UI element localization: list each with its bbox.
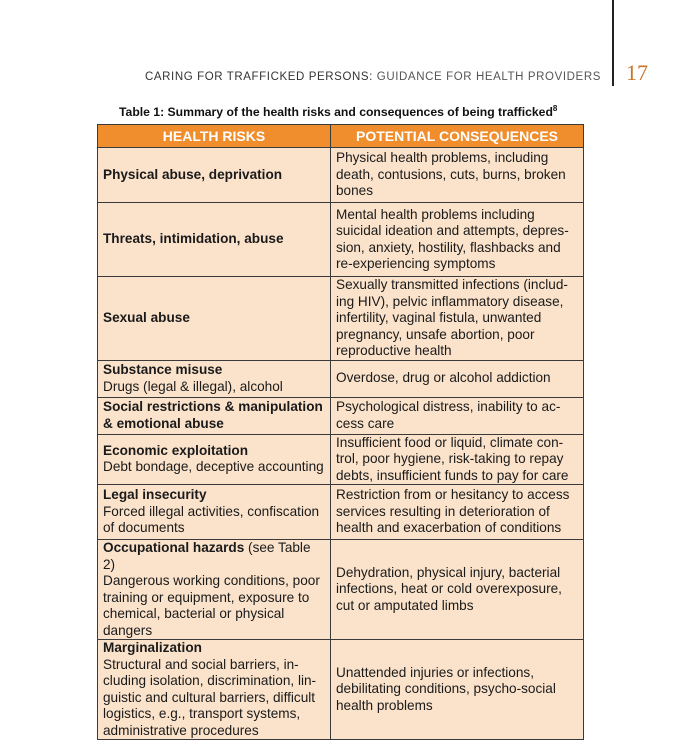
table-row — [98, 640, 584, 740]
table-row — [98, 540, 584, 640]
running-title-sub: GUIDANCE FOR HEALTH PROVIDERS — [376, 71, 601, 83]
table-row — [98, 277, 584, 361]
health-risk-title: Sexual abuse — [103, 310, 190, 325]
column-header-potential-consequences: POTENTIAL CONSEQUENCES — [331, 125, 584, 148]
table-caption — [119, 104, 557, 119]
health-risks-table — [97, 124, 584, 740]
health-risk-detail: Drugs (legal & illegal), alcohol — [103, 378, 283, 394]
health-risk-cell — [98, 148, 331, 203]
potential-consequence-cell: Restriction from or hesitancy to access services resulting in deterioration of health and exacerbation of conditions — [331, 485, 584, 540]
health-risk-cell — [98, 640, 331, 740]
health-risk-title: Physical abuse, deprivation — [103, 166, 283, 182]
health-risk-title: Social restrictions & manipulation & emotional abuse — [103, 399, 323, 431]
potential-consequence-cell: Dehydration, physical injury, bacterial infections, heat or cold overexposure, cut or amputated limbs — [331, 540, 584, 640]
potential-consequence-cell: Insufficient food or liquid, climate con-trol, poor hygiene, risk-taking to repay debts, insufficient funds to pay for care — [331, 434, 584, 485]
table-row — [98, 485, 584, 540]
column-header-health-risks: HEALTH RISKS — [98, 125, 331, 148]
health-risk-detail: Structural and social barriers, in-cluding isolation, discrimination, lin-guistic and cultural barriers, difficult logistics, e.g., transport systems, administrative procedures — [103, 656, 317, 738]
table-header-row — [98, 125, 584, 148]
table-row — [98, 360, 584, 397]
potential-consequence-cell: Overdose, drug or alcohol addiction — [331, 360, 584, 397]
table-caption-text: Table 1: Summary of the health risks and consequences of being trafficked — [119, 105, 553, 120]
table-row — [98, 397, 584, 434]
health-risk-title: Legal insecurity — [103, 487, 207, 503]
table-row — [98, 148, 584, 203]
running-title-main: CARING FOR TRAFFICKED PERSONS: — [144, 71, 373, 83]
table-row — [98, 203, 584, 277]
health-risk-title: Occupational hazards — [103, 540, 245, 555]
health-risk-detail: Dangerous working conditions, poor training or equipment, exposure to chemical, bacterial or physical dangers — [103, 573, 320, 638]
potential-consequence-cell: Mental health problems including suicidal ideation and attempts, depres-sion, anxiety, hostility, flashbacks and re-experiencing symptoms — [331, 203, 584, 277]
health-risk-cell — [98, 203, 331, 277]
potential-consequence-cell: Unattended injuries or infections, debilitating conditions, psycho-social health problems — [331, 640, 584, 740]
health-risk-title: Substance misuse — [103, 362, 223, 377]
potential-consequence-cell: Psychological distress, inability to ac-cess care — [331, 397, 584, 434]
potential-consequence-cell: Sexually transmitted infections (includ-ing HIV), pelvic inflammatory disease, infertility, vaginal fistula, unwanted pregnancy, unsafe abortion, poor reproductive health — [331, 277, 584, 361]
health-risk-note: (see Table 2) — [103, 540, 311, 572]
health-risk-cell — [98, 540, 331, 640]
health-risk-cell — [98, 360, 331, 397]
health-risk-cell — [98, 434, 331, 485]
health-risk-title: Threats, intimidation, abuse — [103, 231, 284, 247]
running-header — [0, 71, 601, 83]
header-divider-rule — [612, 0, 614, 86]
page-number: 17 — [626, 60, 648, 85]
health-risk-title: Economic exploitation — [103, 442, 249, 458]
table-caption-footnote-ref: 8 — [552, 104, 558, 113]
health-risk-cell — [98, 485, 331, 540]
potential-consequence-cell: Physical health problems, including death, contusions, cuts, burns, broken bones — [331, 148, 584, 203]
health-risk-detail: Debt bondage, deceptive accounting — [103, 459, 324, 475]
health-risk-cell — [98, 397, 331, 434]
health-risk-title: Marginalization — [103, 640, 202, 655]
health-risk-cell — [98, 277, 331, 361]
table-row — [98, 434, 584, 485]
health-risk-detail: Forced illegal activities, confiscation of documents — [103, 503, 320, 536]
